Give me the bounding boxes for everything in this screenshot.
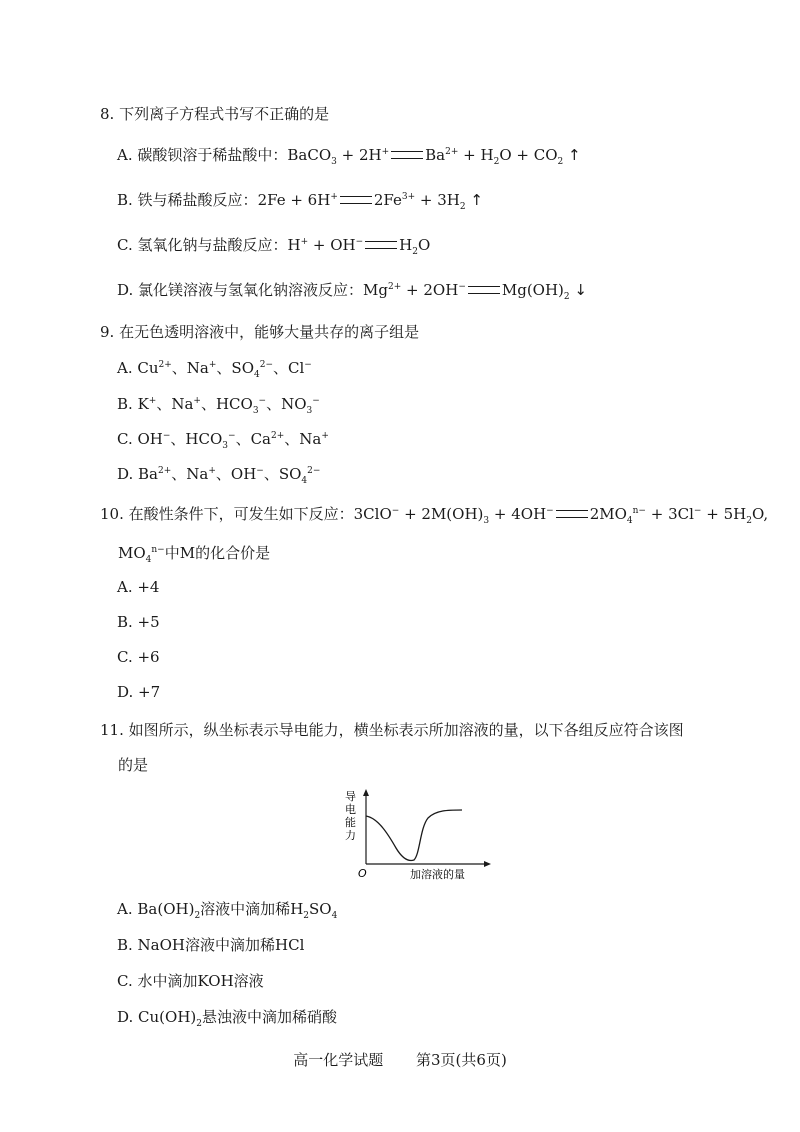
q11-option-a-acid: $H_2SO_4$ [290,900,338,921]
q9-option-d-ions: $Ba^{2+}$、Na+、OH−、$SO_4^{2-}$ [138,465,321,486]
q8-option-a [117,144,581,165]
q9-option-a-label: A. [117,359,138,377]
q8-option-b [117,189,483,210]
q11-option-d-label: D. [117,1008,139,1026]
q9-option-b [117,393,320,414]
q9-option-b-ions: K+、Na+、$HCO_3^-$、$NO_3^-$ [137,395,320,416]
q8-option-b-label: B. 铁与稀盐酸反应： [117,191,258,209]
q8-option-d-label: D. 氯化镁溶液与氢氧化钠溶液反应： [117,281,364,299]
conductivity-graph [336,786,496,882]
q8-option-a-equation: BaCO$_3$ + 2H+ $Ba^{2+} + H_2O + CO_2$ ↑ [287,146,581,167]
q9-option-a [117,357,312,378]
footer-page-number: 第3页(共6页) [416,1051,507,1069]
q8-option-d-equation: $Mg^{2+} + 2OH^-$ $Mg(OH)_2$ ↓ [363,281,587,302]
q9-option-d [117,463,320,484]
q8-option-c-label: C. 氢氧化钠与盐酸反应： [117,236,288,254]
q11-option-c: C. 水中滴加KOH溶液 [117,972,264,990]
conductivity-curve [366,810,462,861]
q8-stem: 8. 下列离子方程式书写不正确的是 [100,105,330,123]
q8-option-a-label: A. 碳酸钡溶于稀盐酸中： [117,146,288,164]
q8-option-c-equation: H+ + OH− $H_2O$ [287,236,431,257]
q9-option-c [117,428,329,449]
q10-option-a: A. +4 [117,578,160,596]
q10-stem-cont [118,542,270,563]
q11-option-a-formula: $Ba(OH)_2$ [137,900,201,921]
x-axis-label: 加溶液的量 [410,868,465,881]
q10-stem [100,503,768,524]
q11-option-a-text: 溶液中滴加稀 [200,900,291,918]
origin-label: O [358,867,367,880]
q9-option-b-label: B. [117,395,138,413]
page-footer [0,1049,800,1070]
equals-sign [556,510,588,518]
q10-equation: $3ClO^- + 2M(OH)_3 + 4OH^-$ $2MO_4^{n-} + 3Cl^- + 5H_2O$, [353,505,769,526]
q10-option-d: D. +7 [117,683,161,701]
q11-option-d [117,1006,337,1027]
y-axis-arrow [363,789,369,796]
q9-stem: 9. 在无色透明溶液中，能够大量共存的离子组是 [100,323,420,341]
q11-option-d-formula: $Cu(OH)_2$ [138,1008,202,1029]
equals-sign [468,286,500,294]
equals-sign [340,196,372,204]
y-label-char-4: 力 [345,829,356,842]
q8-option-d [117,279,587,300]
equals-sign [391,151,423,159]
y-label-char-3: 能 [345,816,356,829]
y-label-char-1: 导 [345,790,356,803]
x-axis-arrow [484,861,491,867]
q10-option-b: B. +5 [117,613,160,631]
q11-option-a-label: A. [117,900,138,918]
q10-ion: $MO_4^{n-}$ [118,544,165,565]
equals-sign [365,241,397,249]
q8-option-b-equation: 2Fe + 6H+ $2Fe^{3+} + 3H_2$ ↑ [257,191,483,212]
q8-option-c [117,234,430,255]
q9-option-c-ions: OH−、$HCO_3^-$、$Ca^{2+}$、Na+ [137,430,329,451]
q11-stem-cont: 的是 [118,756,149,774]
q9-option-d-label: D. [117,465,139,483]
q11-option-d-text: 悬浊液中滴加稀硝酸 [202,1008,338,1026]
q9-option-a-ions: $Cu^{2+}$、Na+、$SO_4^{2-}$、Cl− [137,359,312,380]
q10-option-c: C. +6 [117,648,160,666]
q11-option-a [117,898,337,919]
q10-stem-text: 10. 在酸性条件下，可发生如下反应： [100,505,354,523]
q11-option-b: B. NaOH溶液中滴加稀HCl [117,936,305,954]
q10-stem-cont-text: 中M的化合价是 [164,544,271,562]
y-label-char-2: 电 [345,803,356,816]
footer-title: 高一化学试题 [293,1051,384,1069]
q9-option-c-label: C. [117,430,138,448]
q11-stem: 11. 如图所示，纵坐标表示导电能力，横坐标表示所加溶液的量，以下各组反应符合该图 [100,721,684,739]
